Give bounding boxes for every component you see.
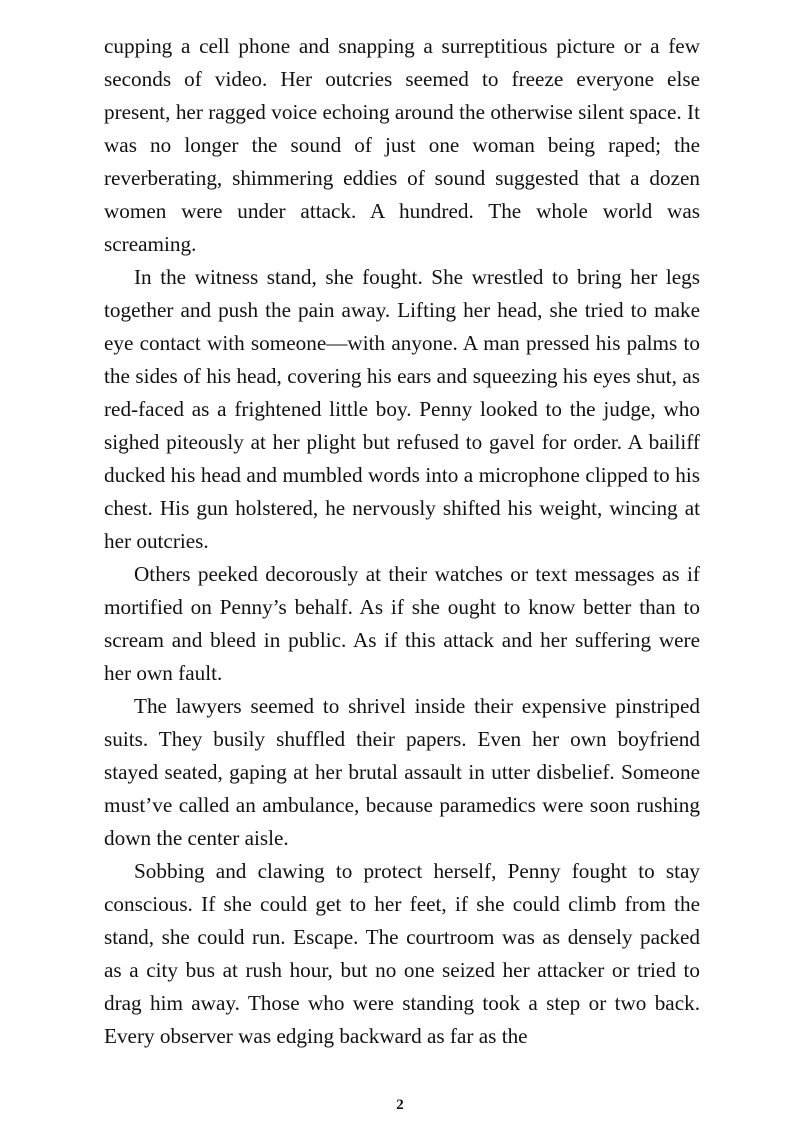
book-page xyxy=(104,30,700,1048)
paragraph-sobbing: Sobbing and clawing to protect herself, Penny fought to stay conscious. If she could get to her feet, if she could climb from the stand, she could run. Escape. The courtroom was as densely packed as a city bus at rush hour, but no one seized her attacker or tried to drag him away. Those who were standing took a step or two back. Every observer was edging backward as far as the xyxy=(104,859,700,1048)
paragraph-continued: cupping a cell phone and snapping a surreptitious picture or a few seconds of video. Her outcries seemed to freeze everyone else present, her ragged voice echoing around the otherwise silent space. It was no longer the sound of just one woman being raped; the reverberating, shimmering eddies of sound suggested that a dozen women were under attack. A hundred. The whole world was screaming. xyxy=(104,34,700,256)
paragraph-lawyers: The lawyers seemed to shrivel inside their expensive pinstriped suits. They busily shuffled their papers. Even her own boyfriend stayed seated, gaping at her brutal assault in utter disbelief. Someone must’ve called an ambulance, because paramedics were soon rushing down the center aisle. xyxy=(104,694,700,850)
page-number: 2 xyxy=(396,1097,404,1113)
paragraph-others-peeked: Others peeked decorously at their watches or text messages as if mortified on Penny’s behalf. As if she ought to know better than to scream and bleed in public. As if this attack and her suffering were her own fault. xyxy=(104,562,700,685)
paragraph-witness-stand: In the witness stand, she fought. She wrestled to bring her legs together and push the pain away. Lifting her head, she tried to make eye contact with someone—with anyone. A man pressed his palms to the sides of his head, covering his ears and squeezing his eyes shut, as red-faced as a frightened little boy. Penny looked to the judge, who sighed piteously at her plight but refused to gavel for order. A bailiff ducked his head and mumbled words into a microphone clipped to his chest. His gun holstered, he nervously shifted his weight, wincing at her outcries. xyxy=(104,265,700,553)
